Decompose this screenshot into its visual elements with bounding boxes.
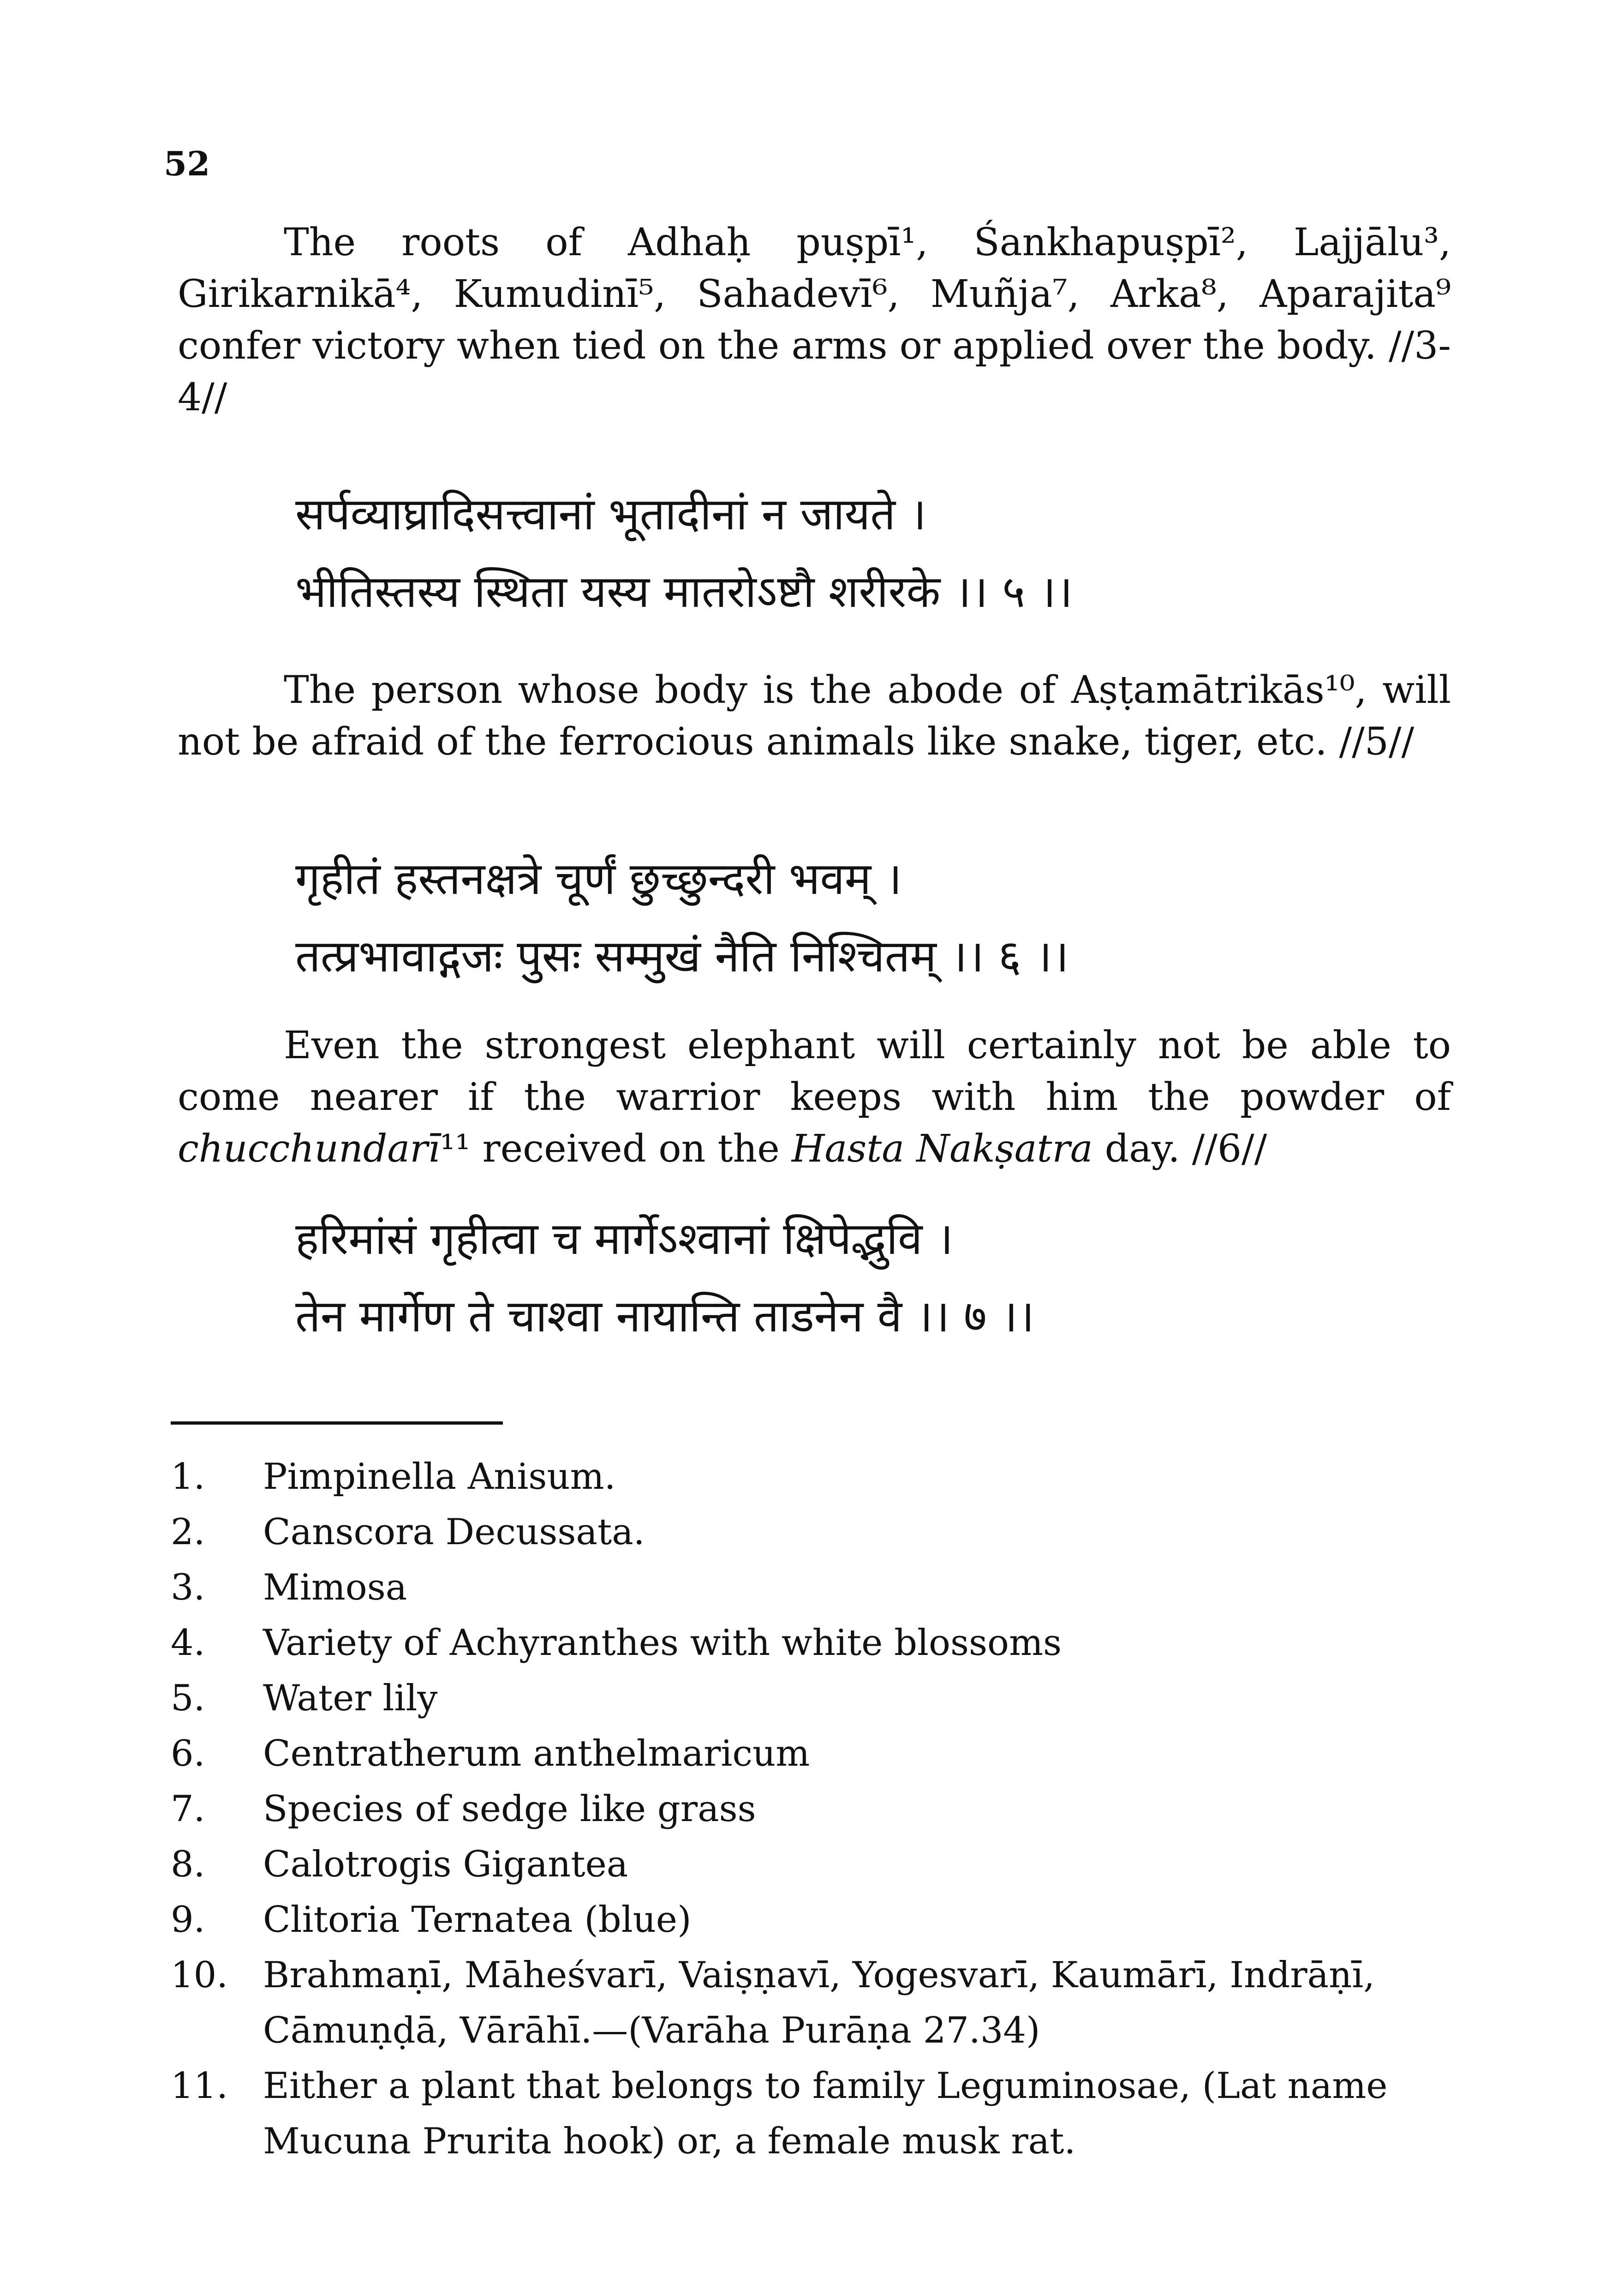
footnote-number: 9. [171,1899,205,1941]
footnote-item [171,2058,1463,2169]
footnote-text: Pimpinella Anisum. [263,1456,616,1498]
footnote-item [171,1560,1463,1615]
footnote-item [171,1947,1463,2058]
footnote-text: Calotrogis Gigantea [263,1844,628,1885]
footnote-text: Water lily [263,1678,438,1719]
footnote-number: 6. [171,1733,205,1774]
footnote-number: 1. [171,1456,205,1498]
footnote-item [171,1892,1463,1947]
footnote-number: 10. [171,1954,228,1996]
footnote-number: 4. [171,1622,205,1664]
footnote-number: 7. [171,1788,205,1830]
footnote-item [171,1781,1463,1837]
term-hasta-naksatra: Hasta Nakṣatra [791,1127,1093,1171]
footnote-item [171,1837,1463,1892]
paragraph-elephant-before: Even the strongest elephant will certainly not be able to come nearer if the warrior keeps with him the powder of [178,1024,1451,1119]
footnote-item [171,1504,1463,1560]
footnote-number: 3. [171,1567,205,1608]
verse-6-line-1: गृहीतं हस्तनक्षत्रे चूर्णं छुच्छुन्दरी भवम् । [295,853,902,905]
footnote-number: 5. [171,1678,205,1719]
paragraph-elephant-after: day. //6// [1093,1127,1267,1171]
paragraph-roots [178,217,1451,424]
footnote-text: Species of sedge like grass [263,1788,756,1830]
footnote-text: Brahmaṇī, Māheśvarī, Vaiṣṇavī, Yogesvarī, Kaumārī, Indrāṇī, Cāmuṇḍā, Vārāhī.—(Varāha Purāṇa 27.34) [263,1954,1375,2051]
paragraph-roots-text: The roots of Adhaḥ puṣpī¹, Śankhapuṣpī², Lajjālu³, Girikarnikā⁴, Kumudinī⁵, Sahadevī⁶, Muñja⁷, Arka⁸, Aparajita⁹ confer victory when tied on the arms or applied over the body. //3-4// [178,221,1451,419]
footnote-number: 8. [171,1844,205,1885]
footnote-number: 2. [171,1511,205,1553]
footnote-text: Mimosa [263,1567,407,1608]
verse-6-line-2: तत्प्रभावाद्गजः पुसः सम्मुखं नैति निश्चितम् ।। ६ ।। [295,930,1069,982]
verse-7-line-2: तेन मार्गेण ते चाश्वा नायान्ति ताडनेन वै ।। ७ ।। [295,1290,1035,1342]
footnote-divider [171,1421,503,1425]
footnote-item [171,1615,1463,1671]
footnote-number: 11. [171,2065,228,2107]
footnote-text: Centratherum anthelmaricum [263,1733,810,1774]
footnote-text: Variety of Achyranthes with white blossoms [263,1622,1062,1664]
verse-6 [295,840,1449,995]
footnote-text: Canscora Decussata. [263,1511,645,1553]
verse-7 [295,1200,1449,1355]
footnote-text: Clitoria Ternatea (blue) [263,1899,692,1941]
footnote-list [171,1449,1463,2169]
term-chucchundari: chucchundarī [178,1127,440,1171]
verse-5 [295,475,1449,630]
paragraph-astamatrikas [178,665,1451,768]
footnote-item [171,1449,1463,1504]
paragraph-elephant-mid: ¹¹ received on the [440,1127,792,1171]
paragraph-elephant [178,1020,1451,1175]
verse-5-line-1: सर्पव्याघ्रादिसत्त्वानां भूतादीनां न जायते । [295,488,926,540]
verse-5-line-2: भीतिस्तस्य स्थिता यस्य मातरोऽष्टौ शरीरके ।। ५ ।। [295,566,1073,617]
footnote-text: Either a plant that belongs to family Leguminosae, (Lat name Mucuna Prurita hook) or, a female musk rat. [263,2065,1388,2162]
page-number: 52 [164,144,210,183]
footnote-item [171,1726,1463,1781]
verse-7-line-1: हरिमांसं गृहीत्वा च मार्गेऽश्वानां क्षिपेद्भुवि । [295,1213,954,1264]
footnote-item [171,1671,1463,1726]
paragraph-astamatrikas-text: The person whose body is the abode of Aṣṭamātrikās¹⁰, will not be afraid of the ferrocious animals like snake, tiger, etc. //5// [178,668,1451,764]
